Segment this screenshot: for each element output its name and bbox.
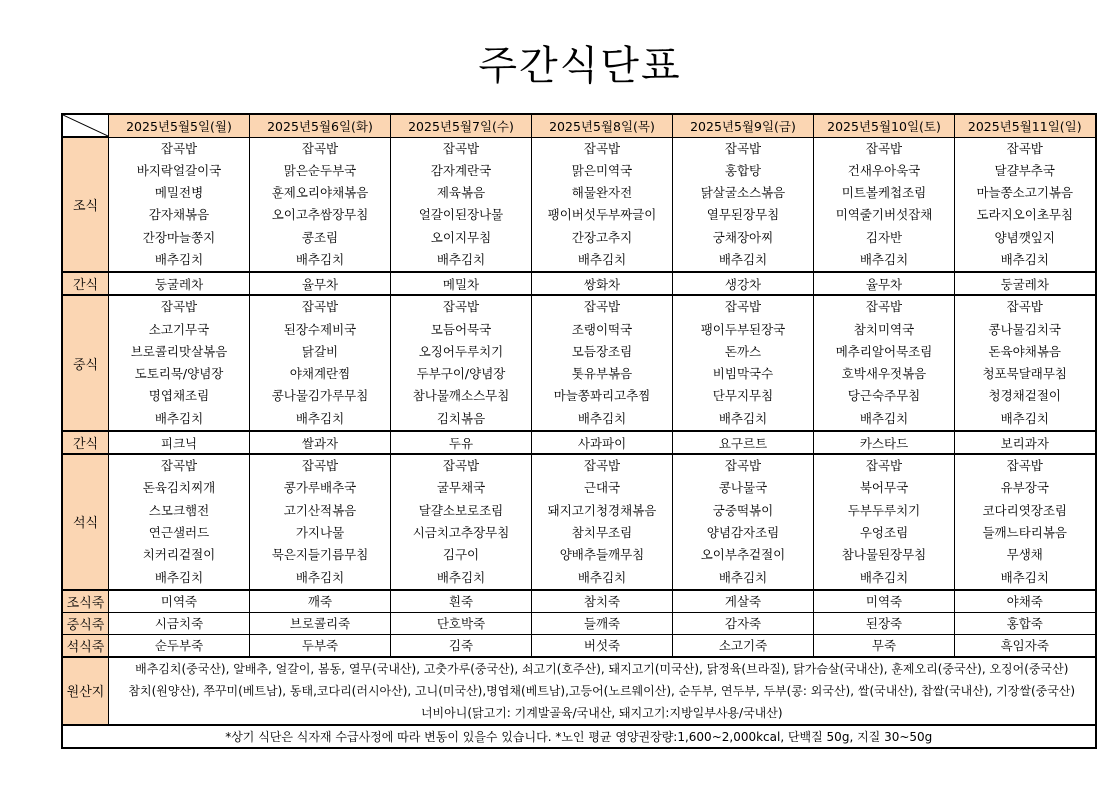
menu-item: 잡곡밥 (1006, 140, 1043, 156)
snack2-item: 카스타드 (814, 431, 955, 454)
snack2-item: 쌀과자 (250, 431, 391, 454)
porridge_lunch-label: 중식죽 (62, 612, 109, 634)
menu-item: 열무된장무침 (706, 207, 780, 223)
snack1-label: 간식 (62, 272, 109, 295)
menu-item: 참나물된장무침 (841, 547, 927, 563)
menu-item: 배추김치 (859, 251, 909, 267)
menu-item: 비빔막국수 (712, 366, 774, 382)
snack1-item: 율무차 (250, 272, 391, 295)
menu-item: 도라지오이초무침 (976, 207, 1074, 223)
snack1-item: 둥굴레차 (109, 272, 250, 295)
menu-item: 메밀전병 (154, 185, 204, 201)
dinner-day-cell (391, 454, 532, 590)
snack2-item: 피크닉 (109, 431, 250, 454)
menu-item: 달걀소보로조림 (418, 502, 504, 518)
menu-item: 모듬어묵국 (430, 321, 492, 337)
menu-item: 돈까스 (724, 343, 762, 359)
porridge_breakfast-item: 게살죽 (673, 590, 814, 613)
menu-item: 배추김치 (436, 251, 486, 267)
menu-item: 배추김치 (577, 251, 627, 267)
dinner-label: 석식 (62, 454, 109, 590)
menu-item: 잡곡밥 (442, 299, 480, 315)
menu-item: 해물완자전 (571, 185, 633, 201)
menu-item: 궁채장아찌 (712, 229, 774, 245)
menu-item: 콩나물김치국 (988, 321, 1061, 337)
snack1-item: 둥굴레차 (955, 272, 1096, 295)
snack2-item: 사과파이 (532, 431, 673, 454)
menu-item: 오이고추쌈장무침 (271, 207, 369, 223)
menu-item: 훈제오리야채볶음 (271, 185, 369, 201)
porridge_lunch-item: 된장죽 (814, 612, 955, 634)
menu-item: 스모크햄전 (148, 502, 210, 518)
menu-item: 잡곡밥 (583, 140, 621, 156)
menu-item: 배추김치 (436, 569, 486, 585)
breakfast-day-cell (250, 137, 391, 272)
porridge_breakfast-label: 조식죽 (62, 590, 109, 613)
menu-item: 배추김치 (577, 569, 627, 585)
menu-item: 콩조림 (301, 229, 339, 245)
menu-item: 잡곡밥 (160, 140, 198, 156)
day-header: 2025년5월8일(목) (532, 114, 673, 137)
menu-item: 시금치고추장무침 (412, 524, 510, 540)
menu-item: 바지락얼갈이국 (136, 162, 222, 178)
breakfast-day-cell (955, 137, 1096, 272)
menu-item: 고기산적볶음 (283, 502, 357, 518)
menu-item: 팽이버섯두부짜글이 (547, 207, 657, 223)
menu-item: 궁중떡볶이 (712, 502, 774, 518)
menu-item: 배추김치 (718, 569, 768, 585)
corner-cell (62, 114, 109, 137)
menu-item: 마늘쫑소고기볶음 (976, 185, 1074, 201)
menu-item: 두부구이/양념장 (416, 366, 506, 382)
menu-item: 배추김치 (1000, 569, 1049, 585)
menu-item: 굴무채국 (436, 480, 486, 496)
menu-item: 배추김치 (1000, 251, 1049, 267)
menu-item: 건새우아욱국 (847, 162, 921, 178)
origin-label: 원산지 (62, 657, 109, 725)
breakfast-day-cell (532, 137, 673, 272)
menu-item: 소고기무국 (148, 321, 210, 337)
porridge_lunch-item: 단호박죽 (391, 612, 532, 634)
menu-item: 가지나물 (295, 524, 345, 540)
day-header: 2025년5월10일(토) (814, 114, 955, 137)
day-header: 2025년5월6일(화) (250, 114, 391, 137)
menu-item: 잡곡밥 (301, 140, 339, 156)
origin-line: 배추김치(중국산), 알배추, 얼갈이, 봄동, 열무(국내산), 고춧가루(중국산), 쇠고기(호주산), 돼지고기(미국산), 닭정육(브라질), 닭가슴살(국내산), 훈제오리(중국산), 오징어(중국산) (135, 661, 1069, 676)
snack2-label: 간식 (62, 431, 109, 454)
menu-item: 콩가루배추국 (283, 480, 357, 496)
breakfast-day-cell (109, 137, 250, 272)
snack1-item: 메밀차 (391, 272, 532, 295)
menu-item: 잡곡밥 (583, 299, 621, 315)
menu-item: 오징어두루치기 (418, 343, 504, 359)
menu-item: 미트볼케첩조림 (841, 185, 927, 201)
porridge_breakfast-item: 미역죽 (814, 590, 955, 613)
menu-item: 묵은지들기름무침 (271, 547, 369, 563)
menu-item: 오이지무침 (430, 229, 492, 245)
menu-item: 잡곡밥 (442, 140, 480, 156)
menu-item: 배추김치 (577, 410, 627, 426)
origin-line: 너비아니(닭고기: 기계발골육/국내산, 돼지고기:지방일부사용/국내산) (420, 705, 783, 720)
menu-item: 홍합탕 (724, 162, 762, 178)
porridge_dinner-item: 순두부죽 (109, 634, 250, 657)
menu-item: 잡곡밥 (865, 458, 903, 474)
menu-item: 두부두루치기 (847, 502, 921, 518)
menu-item: 콩나물김가루무침 (271, 388, 369, 404)
menu-item: 배추김치 (154, 251, 204, 267)
porridge_dinner-item: 두부죽 (250, 634, 391, 657)
menu-item: 잡곡밥 (160, 458, 198, 474)
menu-item: 잡곡밥 (160, 299, 198, 315)
menu-item: 배추김치 (859, 569, 909, 585)
diagonal-line (63, 115, 108, 136)
menu-item: 잡곡밥 (724, 458, 762, 474)
menu-item: 배추김치 (295, 251, 345, 267)
porridge_lunch-item: 홍합죽 (955, 612, 1096, 634)
menu-item: 잡곡밥 (301, 299, 339, 315)
snack1-item: 쌍화차 (532, 272, 673, 295)
menu-item: 양념깻잎지 (994, 229, 1055, 245)
weekly-menu-table (61, 113, 1097, 749)
menu-item: 돼지고기청경채볶음 (547, 502, 657, 518)
porridge_breakfast-item: 흰죽 (391, 590, 532, 613)
menu-item: 청포묵달래무침 (982, 366, 1068, 382)
menu-item: 참나물깨소스무침 (412, 388, 510, 404)
lunch-day-cell (109, 295, 250, 431)
day-header: 2025년5월5일(월) (109, 114, 250, 137)
porridge_dinner-label: 석식죽 (62, 634, 109, 657)
menu-item: 감자계란국 (430, 162, 492, 178)
menu-item: 호박새우젓볶음 (841, 366, 927, 382)
menu-item: 마늘쫑꽈리고추찜 (553, 388, 651, 404)
day-header: 2025년5월7일(수) (391, 114, 532, 137)
menu-item: 잡곡밥 (865, 299, 903, 315)
lunch-day-cell (955, 295, 1096, 431)
menu-item: 청경채겉절이 (988, 388, 1061, 404)
menu-item: 들깨느타리볶음 (982, 524, 1068, 540)
menu-item: 돈육야채볶음 (988, 343, 1061, 359)
snack1-item: 생강차 (673, 272, 814, 295)
menu-item: 잡곡밥 (724, 299, 762, 315)
dinner-day-cell (109, 454, 250, 590)
dinner-day-cell (250, 454, 391, 590)
lunch-day-cell (814, 295, 955, 431)
breakfast-day-cell (814, 137, 955, 272)
menu-item: 단무지무침 (712, 388, 774, 404)
menu-item: 간장고추지 (571, 229, 633, 245)
day-header: 2025년5월11일(일) (955, 114, 1096, 137)
lunch-day-cell (673, 295, 814, 431)
menu-item: 맑은미역국 (571, 162, 633, 178)
day-header: 2025년5월9일(금) (673, 114, 814, 137)
menu-item: 근대국 (583, 480, 621, 496)
menu-item: 배추김치 (718, 410, 768, 426)
menu-item: 얼갈이된장나물 (418, 207, 504, 223)
menu-item: 감자채볶음 (148, 207, 210, 223)
menu-item: 명엽채조림 (148, 388, 210, 404)
porridge_dinner-item: 버섯죽 (532, 634, 673, 657)
menu-item: 잡곡밥 (301, 458, 339, 474)
menu-item: 양념감자조림 (706, 524, 780, 540)
menu-item: 콩나물국 (718, 480, 768, 496)
menu-item: 배추김치 (1000, 410, 1049, 426)
menu-item: 치커리겉절이 (142, 547, 216, 563)
menu-item: 잡곡밥 (442, 458, 480, 474)
menu-item: 닭살굴소스볶음 (700, 185, 786, 201)
dinner-day-cell (814, 454, 955, 590)
menu-item: 배추김치 (859, 410, 909, 426)
menu-item: 잡곡밥 (724, 140, 762, 156)
menu-item: 달걀부추국 (994, 162, 1055, 178)
menu-item: 잡곡밥 (1006, 299, 1043, 315)
breakfast-day-cell (673, 137, 814, 272)
menu-item: 유부장국 (1000, 480, 1049, 496)
menu-item: 코다리엿장조림 (982, 502, 1068, 518)
menu-item: 김치볶음 (436, 410, 486, 426)
menu-item: 북어무국 (859, 480, 909, 496)
menu-item: 배추김치 (154, 410, 204, 426)
snack2-item: 보리과자 (955, 431, 1096, 454)
porridge_dinner-item: 무죽 (814, 634, 955, 657)
lunch-label: 중식 (62, 295, 109, 431)
porridge_lunch-item: 들깨죽 (532, 612, 673, 634)
menu-item: 연근샐러드 (148, 524, 210, 540)
porridge_breakfast-item: 야채죽 (955, 590, 1096, 613)
menu-item: 제육볶음 (436, 185, 486, 201)
breakfast-label: 조식 (62, 137, 109, 272)
dinner-day-cell (532, 454, 673, 590)
porridge_breakfast-item: 참치죽 (532, 590, 673, 613)
porridge_lunch-item: 감자죽 (673, 612, 814, 634)
porridge_dinner-item: 흑임자죽 (955, 634, 1096, 657)
origin-line: 참치(원양산), 쭈꾸미(베트남), 동태,코다리(러시아산), 고니(미국산),명엽채(베트남),고등어(노르웨이산), 순두부, 연두부, 두부(콩: 외국산), 쌀(국내산), 찹쌀(국내산), 기장쌀(중국산) (128, 683, 1076, 698)
menu-item: 미역줄기버섯잡채 (835, 207, 933, 223)
menu-item: 배추김치 (295, 410, 345, 426)
menu-item: 배추김치 (295, 569, 345, 585)
menu-item: 조랭이떡국 (571, 321, 633, 337)
menu-item: 메추리알어묵조림 (835, 343, 933, 359)
menu-item: 양배추들깨무침 (559, 547, 645, 563)
menu-item: 톳유부볶음 (571, 366, 633, 382)
lunch-day-cell (391, 295, 532, 431)
menu-item: 야채계란찜 (289, 366, 351, 382)
porridge_lunch-item: 시금치죽 (109, 612, 250, 634)
menu-item: 참치무조림 (571, 524, 633, 540)
menu-item: 김구이 (442, 547, 480, 563)
menu-item: 배추김치 (718, 251, 768, 267)
page-title: 주간식단표 (478, 43, 682, 89)
origin-text (109, 657, 1096, 725)
menu-item: 간장마늘쫑지 (142, 229, 216, 245)
dinner-day-cell (955, 454, 1096, 590)
dinner-day-cell (673, 454, 814, 590)
menu-item: 도토리묵/양념장 (134, 366, 224, 382)
lunch-day-cell (532, 295, 673, 431)
lunch-day-cell (250, 295, 391, 431)
menu-item: 잡곡밥 (583, 458, 621, 474)
menu-item: 모듬장조림 (571, 343, 633, 359)
menu-item: 무생채 (1006, 547, 1043, 563)
snack2-item: 두유 (391, 431, 532, 454)
menu-item: 잡곡밥 (1006, 458, 1043, 474)
note-text: *상기 식단은 식자재 수급사정에 따라 변동이 있을수 있습니다. *노인 평균 영양권장량:1,600~2,000kcal, 단백질 50g, 지질 30~50g (62, 725, 1096, 748)
menu-item: 참치미역국 (853, 321, 915, 337)
menu-item: 된장수제비국 (283, 321, 357, 337)
menu-item: 맑은순두부국 (283, 162, 357, 178)
menu-item: 돈육김치찌개 (142, 480, 216, 496)
snack2-item: 요구르트 (673, 431, 814, 454)
menu-item: 팽이두부된장국 (700, 321, 786, 337)
menu-item: 배추김치 (154, 569, 204, 585)
menu-item: 우엉조림 (859, 524, 909, 540)
menu-item: 브로콜리맛살볶음 (130, 343, 228, 359)
snack1-item: 율무차 (814, 272, 955, 295)
porridge_lunch-item: 브로콜리죽 (250, 612, 391, 634)
breakfast-day-cell (391, 137, 532, 272)
menu-item: 오이부추겉절이 (700, 547, 786, 563)
porridge_breakfast-item: 미역죽 (109, 590, 250, 613)
menu-item: 김자반 (865, 229, 903, 245)
porridge_dinner-item: 소고기죽 (673, 634, 814, 657)
menu-item: 닭갈비 (301, 343, 339, 359)
porridge_breakfast-item: 깨죽 (250, 590, 391, 613)
porridge_dinner-item: 김죽 (391, 634, 532, 657)
menu-item: 잡곡밥 (865, 140, 903, 156)
menu-item: 당근숙주무침 (847, 388, 921, 404)
